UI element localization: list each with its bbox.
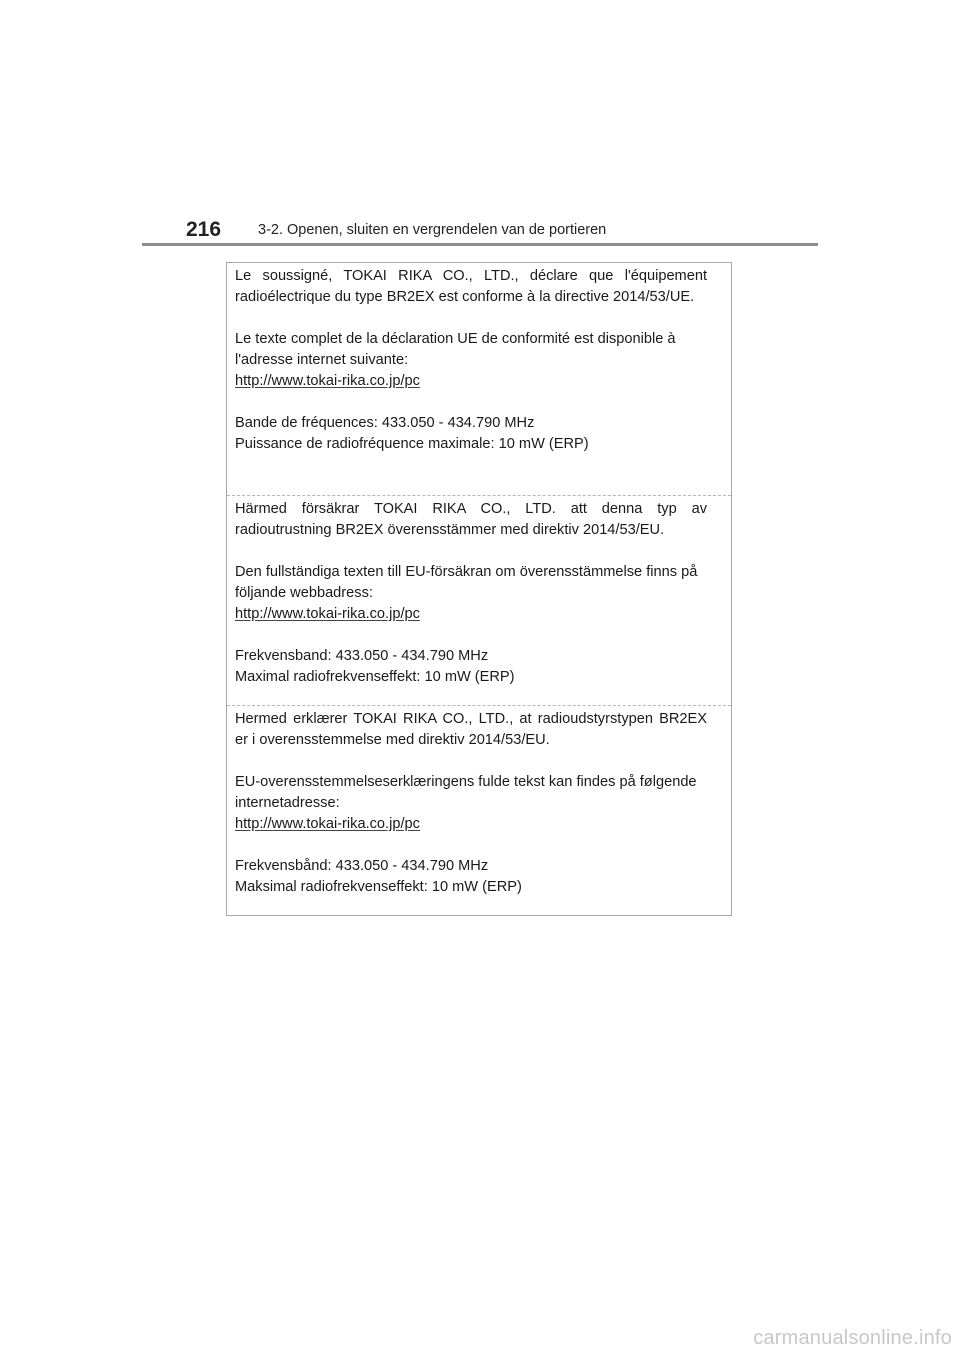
notice-section-french	[227, 263, 731, 495]
availability-text: EU-overensstemmelseserklæringens fulde tekst kan findes på følgende internetadresse:	[235, 774, 697, 811]
section-title: 3-2. Openen, sluiten en vergrendelen van de portieren	[258, 222, 607, 238]
declaration-text: Hermed erklærer TOKAI RIKA CO., LTD., at radioudstyrstypen BR2EX er i overensstemmelse med direktiv 2014/53/EU.	[235, 711, 707, 748]
frequency-band-text: Frekvensband: 433.050 - 434.790 MHz	[235, 648, 489, 664]
max-power-text: Maksimal radiofrekvenseffekt: 10 mW (ERP)	[235, 879, 522, 895]
declaration-url-link[interactable]: http://www.tokai-rika.co.jp/pc	[235, 373, 420, 389]
frequency-band-text: Bande de fréquences: 433.050 - 434.790 MHz	[235, 415, 535, 431]
declaration-text: Le soussigné, TOKAI RIKA CO., LTD., déclare que l'équipement radioélectrique du type BR2EX est conforme à la directive 2014/53/UE.	[235, 268, 707, 305]
availability-text: Den fullständiga texten till EU-försäkran om överensstämmelse finns på följande webbadress:	[235, 564, 698, 601]
max-power-text: Maximal radiofrekvenseffekt: 10 mW (ERP)	[235, 669, 515, 685]
notice-section-danish	[227, 705, 731, 915]
availability-text: Le texte complet de la déclaration UE de conformité est disponible à l'adresse internet suivante:	[235, 331, 676, 368]
conformity-notice-box	[226, 262, 732, 916]
notice-section-swedish	[227, 495, 731, 705]
frequency-band-text: Frekvensbånd: 433.050 - 434.790 MHz	[235, 858, 489, 874]
declaration-text: Härmed försäkrar TOKAI RIKA CO., LTD. att denna typ av radioutrustning BR2EX överensstämmer med direktiv 2014/53/EU.	[235, 501, 707, 538]
max-power-text: Puissance de radiofréquence maximale: 10 mW (ERP)	[235, 436, 589, 452]
header-rule	[142, 243, 818, 246]
declaration-url-link[interactable]: http://www.tokai-rika.co.jp/pc	[235, 816, 420, 832]
page-header	[142, 214, 818, 246]
page-number: 216	[186, 218, 222, 241]
declaration-url-link[interactable]: http://www.tokai-rika.co.jp/pc	[235, 606, 420, 622]
footer-watermark: carmanualsonline.info	[753, 1327, 952, 1349]
